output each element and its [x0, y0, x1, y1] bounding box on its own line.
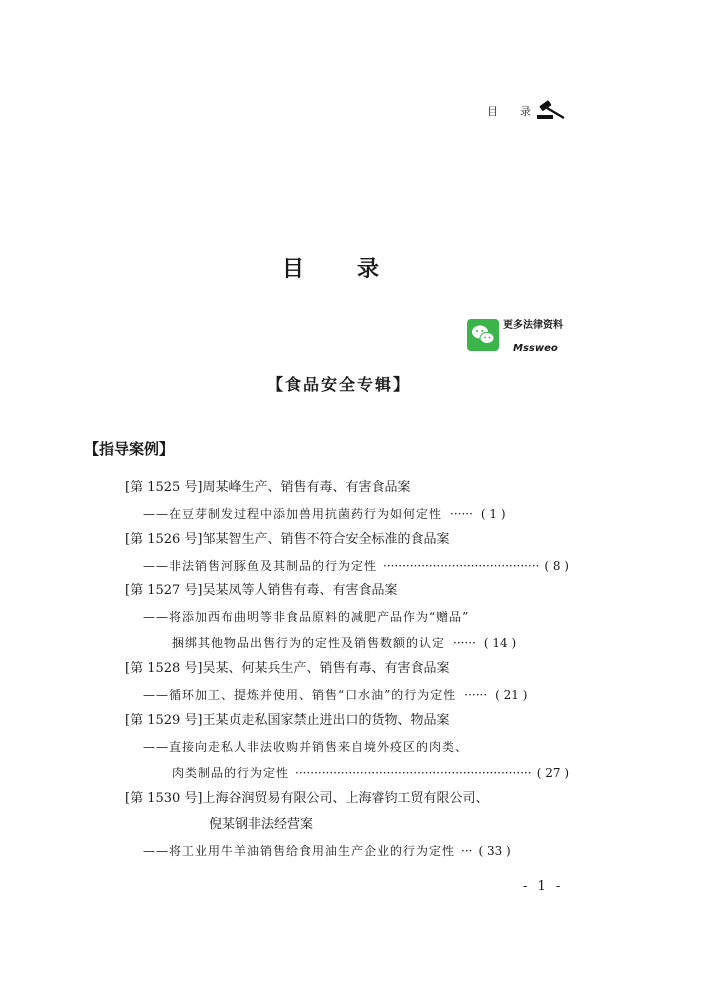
- toc-case-title[interactable]: [第 1530 号]上海谷润贸易有限公司、上海睿钧工贸有限公司、: [125, 791, 489, 806]
- toc-entry-subtitle-cont[interactable]: [172, 764, 569, 782]
- toc-case-title[interactable]: [第 1526 号]邹某智生产、销售不符合安全标准的食品案: [125, 532, 450, 547]
- toc-page-ref: ( 21 ): [495, 688, 528, 702]
- toc-leader-dots: [445, 634, 478, 652]
- toc-entry-subtitle[interactable]: [143, 738, 569, 756]
- section-title: 【指导案例】: [84, 440, 175, 458]
- toc-page-ref: ( 1 ): [480, 507, 506, 521]
- toc-case-title[interactable]: [第 1525 号]周某峰生产、销售有毒、有害食品案: [125, 480, 411, 495]
- toc-case-title[interactable]: [第 1528 号]吴某、何某兵生产、销售有毒、有害食品案: [125, 661, 450, 676]
- toc-leader-dots: [289, 764, 531, 782]
- toc-entry-subtitle[interactable]: [143, 842, 569, 860]
- toc-entry-subtitle[interactable]: [143, 608, 569, 626]
- toc-case-title[interactable]: [第 1527 号]吴某凤等人销售有毒、有害食品案: [125, 583, 398, 598]
- title-char-1: 目: [282, 257, 305, 282]
- toc-subtitle-text: ——将添加西布曲明等非食品原料的减肥产品作为“赠品”: [143, 610, 470, 624]
- toc-page-ref: ( 33 ): [478, 844, 511, 858]
- toc-case-title-cont[interactable]: 倪某钢非法经营案: [209, 817, 314, 832]
- toc-subtitle-text: ——在豆芽制发过程中添加兽用抗菌药行为如何定性: [143, 507, 443, 521]
- toc-subtitle-text: ——直接向走私人非法收购并销售来自境外疫区的肉类、: [143, 740, 469, 754]
- toc-page-ref: ( 14 ): [483, 636, 517, 650]
- special-collection-title: 【食品安全专辑】: [266, 375, 411, 394]
- running-header-char-1: 目: [487, 105, 498, 118]
- toc-subtitle-text: ——非法销售河豚鱼及其制品的行为定性: [143, 559, 378, 573]
- toc-entry-subtitle[interactable]: [143, 505, 569, 523]
- toc-case-title[interactable]: [第 1529 号]王某贞走私国家禁止进出口的货物、物品案: [125, 713, 450, 728]
- toc-page-ref: ( 27 ): [536, 766, 569, 780]
- promo-text: 更多法律资料: [503, 320, 563, 331]
- running-header-char-2: 录: [520, 105, 531, 118]
- toc-leader-dots: [377, 557, 538, 575]
- toc-subtitle-text: 肉类制品的行为定性: [172, 766, 290, 780]
- toc-subtitle-text: ——循环加工、提炼并使用、销售“口水油”的行为定性: [143, 688, 457, 702]
- toc-leader-dots: [456, 686, 489, 704]
- toc-page-ref: ( 8 ): [544, 559, 569, 573]
- page-number: - 1 -: [523, 879, 564, 894]
- title-char-2: 录: [357, 257, 380, 282]
- toc-subtitle-text: ——将工业用牛羊油销售给食用油生产企业的行为定性: [143, 844, 456, 858]
- toc-leader-dots: [442, 505, 475, 523]
- toc-entry-subtitle[interactable]: [143, 686, 569, 704]
- toc-leader-dots: [455, 842, 472, 860]
- toc-entry-subtitle-cont[interactable]: [172, 634, 569, 652]
- promo-id: Mssweo: [513, 343, 558, 354]
- toc-subtitle-text: 捆绑其他物品出售行为的定性及销售数额的认定: [172, 636, 446, 650]
- toc-entry-subtitle[interactable]: [143, 557, 569, 575]
